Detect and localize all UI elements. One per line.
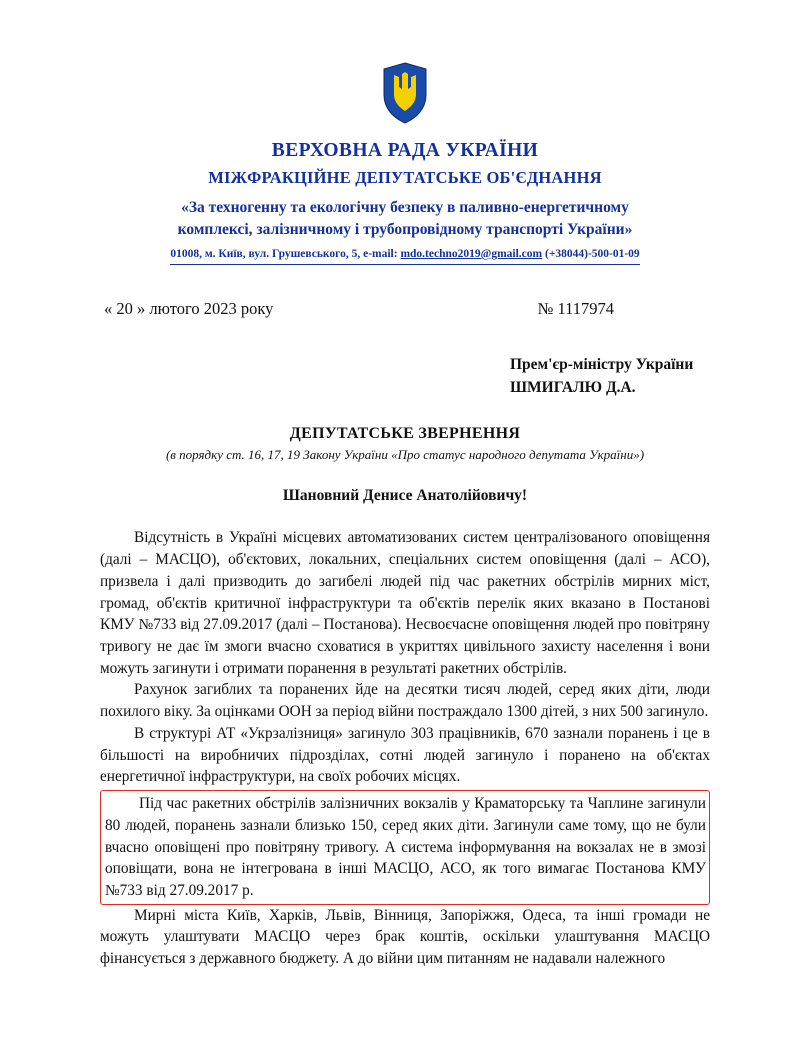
contacts-email-link[interactable]: mdo.techno2019@gmail.com: [400, 247, 543, 260]
highlighted-text: Під час ракетних обстрілів залізничних вокзалів у Краматорську та Чаплине загинули 80 людей, поранень зазнали близько 150, серед яких діти. Загинули саме тому, що не були вчасно оповіщені про повітряну тривогу.: [105, 795, 706, 856]
addressee-block: [100, 353, 710, 400]
organization-quote: [100, 197, 710, 242]
document-number: № 1117974: [537, 298, 614, 318]
paragraph: Відсутність в Україні місцевих автоматизованих систем централізованого оповіщення (далі – МАСЦО), об'єктових, локальних, спеціальних систем оповіщення (далі – АСО), призвела і далі призводить до загибелі людей під час ракетних обстрілів мирних міст, громад, об'єктів критичної інфраструктури та об'єктів перелік яких вказано в Постанові КМУ №733 від 27.09.2017 (далі – Постанова). Несвоєчасне оповіщення людей про повітряну тривогу не дає їм змоги вчасно сховатися в укриттях цивільного захисту населення і вони можуть загинути і отримати поранення в результаті ракетних обстрілів.: [100, 529, 710, 677]
contacts-address: 01008, м. Київ, вул. Грушевського, 5, e-mail:: [170, 247, 401, 260]
document-title: ДЕПУТАТСЬКЕ ЗВЕРНЕННЯ: [289, 425, 521, 443]
addressee-name: ШМИГАЛЮ Д.А.: [510, 379, 636, 397]
emblem-container: [100, 0, 710, 124]
paragraph: Мирні міста Київ, Харків, Львів, Вінниця, Запоріжжя, Одеса, та інші громади не можуть улаштувати МАСЦО через брак коштів, оскільки улаштування МАСЦО фінансується з державного бюджету. А до війни цим питанням не надавали належного: [100, 906, 710, 968]
organization-contacts: [170, 248, 639, 265]
highlighted-paragraph-remainder: А система інформування на вокзалах не в змозі оповіщати, вона не інтегрована в інші МАСЦО, АСО, як того вимагає Постанова КМУ №733 від 27.09.2017 р.: [105, 838, 706, 899]
paragraph: Рахунок загиблих та поранених йде на десятки тисяч людей, серед яких діти, люди похилого віку. За оцінками ООН за період війни постраждало 1300 дітей, з них 500 загинуло.: [100, 681, 710, 721]
contacts-phone: (+38044)-500-01-09: [542, 247, 640, 260]
organization-quote-line1: «За техногенну та екологічну безпеку в паливно-енергетичному: [181, 199, 629, 216]
organization-title: ВЕРХОВНА РАДА УКРАЇНИ: [271, 140, 539, 161]
document-legal-basis: (в порядку ст. 16, 17, 19 Закону України «Про статус народного депутата України»): [165, 447, 645, 463]
document-date: « 20 » лютого 2023 року: [104, 298, 274, 318]
document-meta-row: [100, 299, 710, 319]
addressee-position: Прем'єр-міністру України: [510, 355, 694, 373]
highlighted-paragraph: [100, 790, 710, 905]
letterhead: [100, 140, 710, 265]
organization-quote-line2: комплексі, залізничному і трубопровідному транспорті України»: [177, 221, 633, 239]
document-body: [100, 527, 710, 969]
ukraine-coat-of-arms-icon: [382, 62, 428, 124]
salutation: Шановний Денисе Анатолійовичу!: [282, 487, 528, 505]
organization-subtitle: МІЖФРАКЦІЙНЕ ДЕПУТАТСЬКЕ ОБ'ЄДНАННЯ: [208, 168, 602, 187]
paragraph: В структурі АТ «Укрзалізниця» загинуло 303 працівників, 670 зазнали поранень і це в більшості на виробничих підрозділах, сотні людей загинуло і поранено на об'єктах енергетичної інфраструктури, на своїх робочих місцях.: [100, 724, 710, 786]
